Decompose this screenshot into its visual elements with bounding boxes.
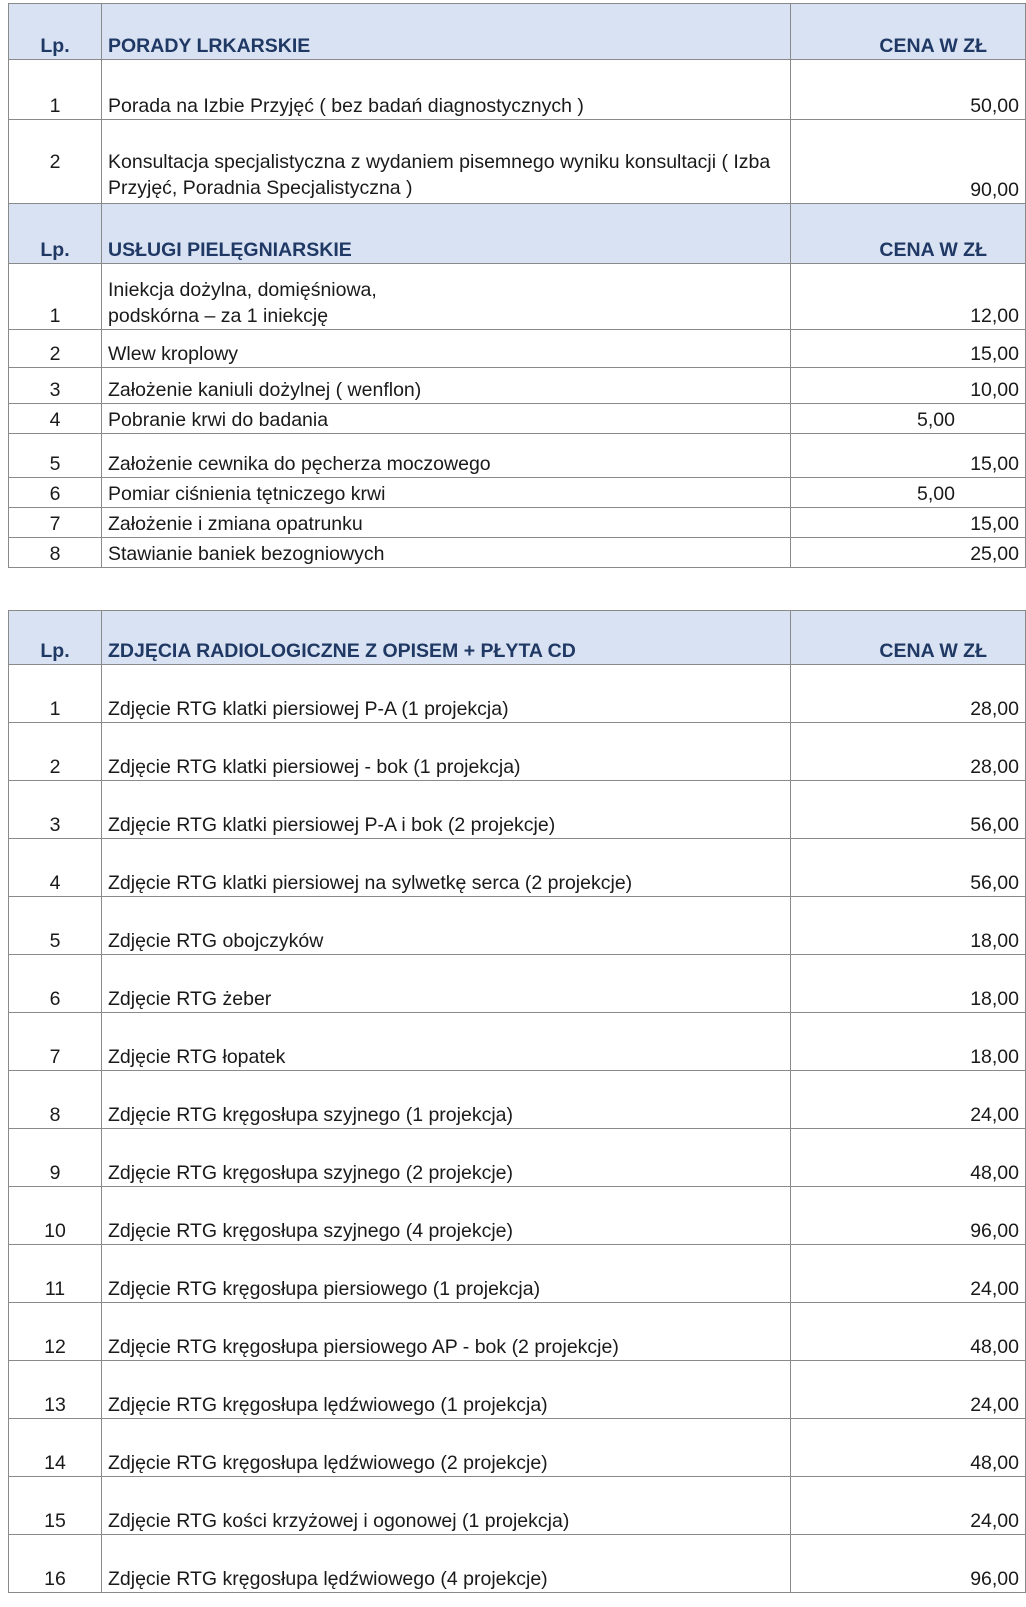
row-lp: 1 (9, 665, 102, 723)
row-lp: 7 (9, 508, 102, 538)
row-lp: 2 (9, 120, 102, 204)
row-price: 24,00 (791, 1245, 1026, 1303)
header-title: ZDJĘCIA RADIOLOGICZNE Z OPISEM + PŁYTA CD (102, 611, 791, 665)
header-lp: Lp. (9, 4, 102, 60)
row-price: 28,00 (791, 723, 1026, 781)
row-desc: Zdjęcie RTG klatki piersiowej na sylwetkę serca (2 projekcje) (102, 839, 791, 897)
row-price: 56,00 (791, 781, 1026, 839)
row-desc: Porada na Izbie Przyjęć ( bez badań diagnostycznych ) (102, 60, 791, 120)
table-row (9, 120, 1026, 204)
row-lp: 8 (9, 538, 102, 568)
row-price: 28,00 (791, 665, 1026, 723)
table-row (9, 1013, 1026, 1071)
header-price: CENA W ZŁ (791, 4, 1026, 60)
table-row (9, 508, 1026, 538)
table-row (9, 434, 1026, 478)
table-row (9, 330, 1026, 368)
row-lp: 3 (9, 781, 102, 839)
table-row (9, 264, 1026, 330)
table-row (9, 897, 1026, 955)
row-price: 48,00 (791, 1129, 1026, 1187)
table-row (9, 1303, 1026, 1361)
row-price: 50,00 (791, 60, 1026, 120)
row-price: 48,00 (791, 1419, 1026, 1477)
row-price: 15,00 (791, 330, 1026, 368)
row-desc: Wlew kroplowy (102, 330, 791, 368)
row-lp: 15 (9, 1477, 102, 1535)
row-lp: 11 (9, 1245, 102, 1303)
row-lp: 1 (9, 264, 102, 330)
row-lp: 2 (9, 330, 102, 368)
row-lp: 2 (9, 723, 102, 781)
row-desc: Zdjęcie RTG klatki piersiowej P-A (1 projekcja) (102, 665, 791, 723)
row-price: 48,00 (791, 1303, 1026, 1361)
row-lp: 16 (9, 1535, 102, 1593)
row-lp: 3 (9, 368, 102, 404)
row-price: 24,00 (791, 1071, 1026, 1129)
header-lp: Lp. (9, 204, 102, 264)
row-price: 15,00 (791, 434, 1026, 478)
row-desc: Zdjęcie RTG kręgosłupa piersiowego AP - bok (2 projekcje) (102, 1303, 791, 1361)
price-table-radiology (8, 610, 1026, 1593)
table-row (9, 368, 1026, 404)
table-row (9, 1129, 1026, 1187)
table-row (9, 1071, 1026, 1129)
row-lp: 7 (9, 1013, 102, 1071)
row-desc: Zdjęcie RTG kręgosłupa szyjnego (4 projekcje) (102, 1187, 791, 1245)
price-table-consultations-nursing (8, 3, 1026, 568)
row-price: 5,00 (791, 404, 1026, 434)
row-lp: 14 (9, 1419, 102, 1477)
table-row (9, 955, 1026, 1013)
row-desc: Iniekcja dożylna, domięśniowa, podskórna – za 1 iniekcję (102, 264, 791, 330)
row-price: 24,00 (791, 1477, 1026, 1535)
table-row (9, 478, 1026, 508)
row-price: 56,00 (791, 839, 1026, 897)
row-desc: Zdjęcie RTG kręgosłupa lędźwiowego (1 projekcja) (102, 1361, 791, 1419)
header-title: USŁUGI PIELĘGNIARSKIE (102, 204, 791, 264)
row-price: 5,00 (791, 478, 1026, 508)
table-row (9, 1477, 1026, 1535)
row-lp: 5 (9, 434, 102, 478)
row-desc: Zdjęcie RTG żeber (102, 955, 791, 1013)
row-lp: 8 (9, 1071, 102, 1129)
section-header-consultations (9, 4, 1026, 60)
row-desc: Pomiar ciśnienia tętniczego krwi (102, 478, 791, 508)
row-lp: 13 (9, 1361, 102, 1419)
row-desc: Zdjęcie RTG klatki piersiowej - bok (1 projekcja) (102, 723, 791, 781)
row-desc: Zdjęcie RTG kręgosłupa piersiowego (1 projekcja) (102, 1245, 791, 1303)
row-lp: 9 (9, 1129, 102, 1187)
table-row (9, 1419, 1026, 1477)
row-desc: Założenie kaniuli dożylnej ( wenflon) (102, 368, 791, 404)
header-title: PORADY LRKARSKIE (102, 4, 791, 60)
row-price: 12,00 (791, 264, 1026, 330)
row-lp: 4 (9, 404, 102, 434)
table-row (9, 60, 1026, 120)
row-lp: 12 (9, 1303, 102, 1361)
row-desc: Pobranie krwi do badania (102, 404, 791, 434)
table-row (9, 781, 1026, 839)
row-desc: Zdjęcie RTG kręgosłupa lędźwiowego (2 projekcje) (102, 1419, 791, 1477)
row-lp: 6 (9, 955, 102, 1013)
row-desc: Zdjęcie RTG kości krzyżowej i ogonowej (1 projekcja) (102, 1477, 791, 1535)
row-desc: Konsultacja specjalistyczna z wydaniem pisemnego wyniku konsultacji ( Izba Przyjęć, Poradnia Specjalistyczna ) (102, 120, 791, 204)
table-row (9, 404, 1026, 434)
row-lp: 6 (9, 478, 102, 508)
row-desc: Zdjęcie RTG kręgosłupa szyjnego (1 projekcja) (102, 1071, 791, 1129)
header-price: CENA W ZŁ (791, 204, 1026, 264)
table-row (9, 1245, 1026, 1303)
row-desc: Założenie cewnika do pęcherza moczowego (102, 434, 791, 478)
row-price: 96,00 (791, 1187, 1026, 1245)
row-desc: Założenie i zmiana opatrunku (102, 508, 791, 538)
table-row (9, 723, 1026, 781)
row-price: 25,00 (791, 538, 1026, 568)
table-row (9, 665, 1026, 723)
row-price: 18,00 (791, 1013, 1026, 1071)
row-lp: 5 (9, 897, 102, 955)
row-lp: 1 (9, 60, 102, 120)
row-price: 18,00 (791, 897, 1026, 955)
row-desc: Stawianie baniek bezogniowych (102, 538, 791, 568)
table-row (9, 1535, 1026, 1593)
row-price: 90,00 (791, 120, 1026, 204)
row-desc: Zdjęcie RTG kręgosłupa szyjnego (2 projekcje) (102, 1129, 791, 1187)
row-price: 24,00 (791, 1361, 1026, 1419)
row-desc: Zdjęcie RTG klatki piersiowej P-A i bok (2 projekcje) (102, 781, 791, 839)
header-price: CENA W ZŁ (791, 611, 1026, 665)
row-lp: 10 (9, 1187, 102, 1245)
row-desc: Zdjęcie RTG łopatek (102, 1013, 791, 1071)
table-row (9, 538, 1026, 568)
row-price: 96,00 (791, 1535, 1026, 1593)
section-header-radiology (9, 611, 1026, 665)
row-desc: Zdjęcie RTG kręgosłupa lędźwiowego (4 projekcje) (102, 1535, 791, 1593)
table-row (9, 839, 1026, 897)
header-lp: Lp. (9, 611, 102, 665)
row-price: 15,00 (791, 508, 1026, 538)
row-desc: Zdjęcie RTG obojczyków (102, 897, 791, 955)
section-header-nursing (9, 204, 1026, 264)
table-row (9, 1187, 1026, 1245)
row-lp: 4 (9, 839, 102, 897)
row-price: 18,00 (791, 955, 1026, 1013)
row-price: 10,00 (791, 368, 1026, 404)
table-row (9, 1361, 1026, 1419)
